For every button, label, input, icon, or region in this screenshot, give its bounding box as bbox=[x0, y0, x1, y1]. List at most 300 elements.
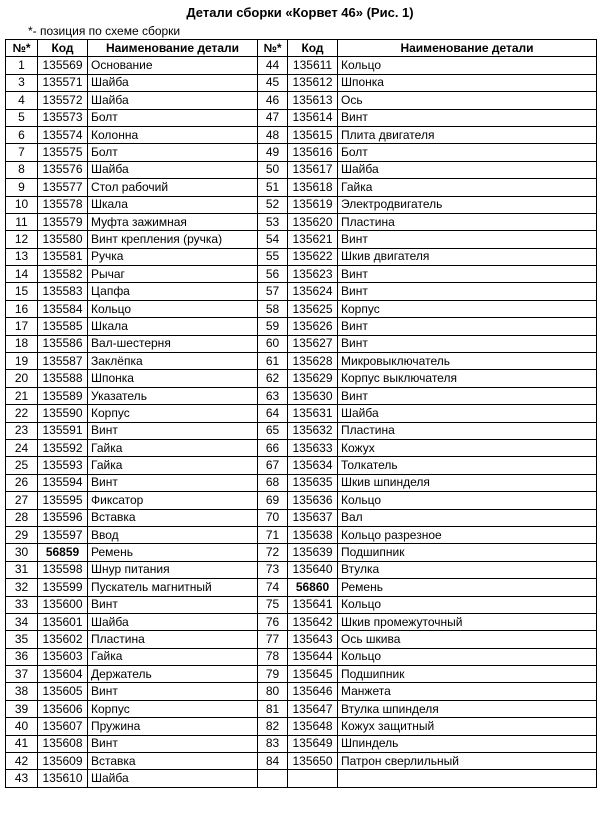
part-code-cell: 135591 bbox=[38, 422, 88, 439]
part-code-cell: 135597 bbox=[38, 526, 88, 543]
part-code-cell: 135647 bbox=[288, 700, 338, 717]
part-position-cell: 60 bbox=[258, 335, 288, 352]
header-code: Код bbox=[38, 40, 88, 57]
part-position-cell: 34 bbox=[6, 613, 38, 630]
part-name-cell: Шайба bbox=[88, 613, 258, 630]
part-code-cell: 135574 bbox=[38, 126, 88, 143]
part-name-cell: Корпус bbox=[88, 405, 258, 422]
part-code-cell: 135594 bbox=[38, 474, 88, 491]
part-code-cell: 135596 bbox=[38, 509, 88, 526]
part-name-cell: Ввод bbox=[88, 526, 258, 543]
part-code-cell: 135572 bbox=[38, 92, 88, 109]
table-row bbox=[6, 266, 597, 283]
part-code-cell: 135637 bbox=[288, 509, 338, 526]
part-position-cell: 54 bbox=[258, 231, 288, 248]
part-name-cell: Винт bbox=[88, 474, 258, 491]
part-name-cell: Шайба bbox=[338, 161, 597, 178]
part-name-cell: Ремень bbox=[338, 579, 597, 596]
part-name-cell: Винт bbox=[338, 387, 597, 404]
part-code-cell: 135580 bbox=[38, 231, 88, 248]
part-code-cell: 135590 bbox=[38, 405, 88, 422]
part-code-cell: 135640 bbox=[288, 561, 338, 578]
part-position-cell: 59 bbox=[258, 318, 288, 335]
part-name-cell: Кожух bbox=[338, 439, 597, 456]
table-row bbox=[6, 318, 597, 335]
part-code-cell: 135639 bbox=[288, 544, 338, 561]
part-name-cell: Винт bbox=[338, 109, 597, 126]
part-name-cell: Муфта зажимная bbox=[88, 213, 258, 230]
part-name-cell: Кольцо разрезное bbox=[338, 526, 597, 543]
table-row bbox=[6, 248, 597, 265]
part-position-cell: 47 bbox=[258, 109, 288, 126]
part-code-cell bbox=[288, 770, 338, 787]
part-position-cell: 78 bbox=[258, 648, 288, 665]
part-position-cell: 67 bbox=[258, 457, 288, 474]
part-name-cell: Винт крепления (ручка) bbox=[88, 231, 258, 248]
part-code-cell: 135604 bbox=[38, 666, 88, 683]
part-position-cell: 12 bbox=[6, 231, 38, 248]
part-position-cell: 68 bbox=[258, 474, 288, 491]
part-code-cell: 135644 bbox=[288, 648, 338, 665]
part-name-cell: Микровыключатель bbox=[338, 353, 597, 370]
table-row bbox=[6, 439, 597, 456]
table-row bbox=[6, 370, 597, 387]
part-position-cell: 21 bbox=[6, 387, 38, 404]
part-name-cell: Подшипник bbox=[338, 544, 597, 561]
header-num: №* bbox=[258, 40, 288, 57]
part-code-cell: 135623 bbox=[288, 266, 338, 283]
part-position-cell: 8 bbox=[6, 161, 38, 178]
part-name-cell: Винт bbox=[88, 683, 258, 700]
part-position-cell: 80 bbox=[258, 683, 288, 700]
part-position-cell: 46 bbox=[258, 92, 288, 109]
part-code-cell: 135571 bbox=[38, 74, 88, 91]
part-name-cell: Указатель bbox=[88, 387, 258, 404]
part-name-cell: Шпиндель bbox=[338, 735, 597, 752]
part-name-cell: Пружина bbox=[88, 718, 258, 735]
part-name-cell: Гайка bbox=[88, 648, 258, 665]
part-code-cell: 135620 bbox=[288, 213, 338, 230]
part-position-cell: 9 bbox=[6, 179, 38, 196]
table-row bbox=[6, 405, 597, 422]
part-position-cell: 41 bbox=[6, 735, 38, 752]
part-code-cell: 135575 bbox=[38, 144, 88, 161]
part-code-cell: 135631 bbox=[288, 405, 338, 422]
part-code-cell: 135642 bbox=[288, 613, 338, 630]
table-row bbox=[6, 613, 597, 630]
table-row bbox=[6, 631, 597, 648]
part-position-cell: 76 bbox=[258, 613, 288, 630]
table-row bbox=[6, 770, 597, 787]
part-name-cell: Фиксатор bbox=[88, 492, 258, 509]
part-position-cell: 53 bbox=[258, 213, 288, 230]
table-row bbox=[6, 474, 597, 491]
part-name-cell: Болт bbox=[88, 144, 258, 161]
part-code-cell: 135621 bbox=[288, 231, 338, 248]
part-code-cell: 135636 bbox=[288, 492, 338, 509]
table-row bbox=[6, 231, 597, 248]
part-position-cell: 64 bbox=[258, 405, 288, 422]
part-code-cell: 135635 bbox=[288, 474, 338, 491]
table-row bbox=[6, 422, 597, 439]
part-code-cell: 135598 bbox=[38, 561, 88, 578]
part-name-cell: Корпус bbox=[338, 300, 597, 317]
part-code-cell: 135602 bbox=[38, 631, 88, 648]
part-name-cell: Винт bbox=[88, 422, 258, 439]
part-name-cell: Винт bbox=[338, 231, 597, 248]
part-position-cell: 43 bbox=[6, 770, 38, 787]
table-row bbox=[6, 700, 597, 717]
part-name-cell: Ось шкива bbox=[338, 631, 597, 648]
header-code: Код bbox=[288, 40, 338, 57]
part-position-cell: 25 bbox=[6, 457, 38, 474]
part-position-cell: 75 bbox=[258, 596, 288, 613]
part-name-cell: Патрон сверлильный bbox=[338, 753, 597, 770]
part-name-cell: Втулка шпинделя bbox=[338, 700, 597, 717]
part-position-cell: 84 bbox=[258, 753, 288, 770]
part-position-cell: 39 bbox=[6, 700, 38, 717]
part-position-cell: 33 bbox=[6, 596, 38, 613]
part-code-cell: 135595 bbox=[38, 492, 88, 509]
part-position-cell: 31 bbox=[6, 561, 38, 578]
header-row bbox=[6, 40, 597, 57]
part-position-cell: 17 bbox=[6, 318, 38, 335]
part-position-cell: 35 bbox=[6, 631, 38, 648]
part-position-cell: 13 bbox=[6, 248, 38, 265]
part-name-cell: Кольцо bbox=[338, 57, 597, 74]
part-position-cell: 20 bbox=[6, 370, 38, 387]
part-position-cell: 72 bbox=[258, 544, 288, 561]
part-name-cell: Шайба bbox=[88, 161, 258, 178]
part-code-cell: 135612 bbox=[288, 74, 338, 91]
table-row bbox=[6, 283, 597, 300]
part-name-cell: Ось bbox=[338, 92, 597, 109]
part-code-cell: 135606 bbox=[38, 700, 88, 717]
table-row bbox=[6, 648, 597, 665]
part-code-cell: 135603 bbox=[38, 648, 88, 665]
part-position-cell: 61 bbox=[258, 353, 288, 370]
table-row bbox=[6, 179, 597, 196]
table-row bbox=[6, 109, 597, 126]
table-row bbox=[6, 387, 597, 404]
part-name-cell: Толкатель bbox=[338, 457, 597, 474]
part-position-cell: 36 bbox=[6, 648, 38, 665]
part-code-cell: 135622 bbox=[288, 248, 338, 265]
part-position-cell: 38 bbox=[6, 683, 38, 700]
part-name-cell: Болт bbox=[88, 109, 258, 126]
part-code-cell: 135633 bbox=[288, 439, 338, 456]
part-position-cell: 79 bbox=[258, 666, 288, 683]
footnote: *- позиция по схеме сборки bbox=[28, 24, 181, 38]
part-code-cell: 135609 bbox=[38, 753, 88, 770]
table-row bbox=[6, 335, 597, 352]
part-name-cell: Стол рабочий bbox=[88, 179, 258, 196]
header-name: Наименование детали bbox=[88, 40, 258, 57]
table-row bbox=[6, 526, 597, 543]
part-name-cell: Кольцо bbox=[338, 492, 597, 509]
part-position-cell: 19 bbox=[6, 353, 38, 370]
part-position-cell: 27 bbox=[6, 492, 38, 509]
part-name-cell: Ремень bbox=[88, 544, 258, 561]
part-position-cell: 66 bbox=[258, 439, 288, 456]
part-code-cell: 135579 bbox=[38, 213, 88, 230]
part-code-cell: 135599 bbox=[38, 579, 88, 596]
part-code-cell: 135641 bbox=[288, 596, 338, 613]
part-position-cell: 81 bbox=[258, 700, 288, 717]
table-row bbox=[6, 300, 597, 317]
part-name-cell: Колонна bbox=[88, 126, 258, 143]
table-row bbox=[6, 213, 597, 230]
part-code-cell: 135613 bbox=[288, 92, 338, 109]
part-code-cell: 56860 bbox=[288, 579, 338, 596]
part-name-cell: Втулка bbox=[338, 561, 597, 578]
part-code-cell: 135645 bbox=[288, 666, 338, 683]
part-name-cell: Гайка bbox=[88, 439, 258, 456]
part-name-cell: Кольцо bbox=[338, 648, 597, 665]
part-code-cell: 135577 bbox=[38, 179, 88, 196]
part-code-cell: 135617 bbox=[288, 161, 338, 178]
part-name-cell: Шпонка bbox=[88, 370, 258, 387]
part-position-cell: 70 bbox=[258, 509, 288, 526]
table-row bbox=[6, 457, 597, 474]
part-position-cell: 82 bbox=[258, 718, 288, 735]
part-position-cell: 77 bbox=[258, 631, 288, 648]
part-code-cell: 135614 bbox=[288, 109, 338, 126]
part-position-cell: 18 bbox=[6, 335, 38, 352]
part-position-cell: 29 bbox=[6, 526, 38, 543]
document-title: Детали сборки «Корвет 46» (Рис. 1) bbox=[186, 5, 414, 20]
part-name-cell: Пластина bbox=[88, 631, 258, 648]
table-row bbox=[6, 666, 597, 683]
part-code-cell: 135615 bbox=[288, 126, 338, 143]
table-row bbox=[6, 353, 597, 370]
part-code-cell: 135624 bbox=[288, 283, 338, 300]
part-code-cell: 135648 bbox=[288, 718, 338, 735]
table-row bbox=[6, 683, 597, 700]
part-code-cell: 135628 bbox=[288, 353, 338, 370]
part-position-cell: 50 bbox=[258, 161, 288, 178]
part-name-cell: Шнур питания bbox=[88, 561, 258, 578]
table-row bbox=[6, 579, 597, 596]
part-position-cell: 45 bbox=[258, 74, 288, 91]
part-name-cell: Шкив двигателя bbox=[338, 248, 597, 265]
parts-body bbox=[6, 57, 597, 787]
part-position-cell: 1 bbox=[6, 57, 38, 74]
part-name-cell: Вал bbox=[338, 509, 597, 526]
part-position-cell: 4 bbox=[6, 92, 38, 109]
part-code-cell: 135576 bbox=[38, 161, 88, 178]
part-code-cell: 56859 bbox=[38, 544, 88, 561]
part-name-cell: Кольцо bbox=[88, 300, 258, 317]
part-position-cell: 49 bbox=[258, 144, 288, 161]
table-row bbox=[6, 544, 597, 561]
part-name-cell: Держатель bbox=[88, 666, 258, 683]
part-code-cell: 135601 bbox=[38, 613, 88, 630]
part-position-cell: 14 bbox=[6, 266, 38, 283]
part-code-cell: 135634 bbox=[288, 457, 338, 474]
part-position-cell: 42 bbox=[6, 753, 38, 770]
table-row bbox=[6, 561, 597, 578]
table-row bbox=[6, 596, 597, 613]
part-name-cell: Вставка bbox=[88, 753, 258, 770]
part-name-cell: Шайба bbox=[88, 770, 258, 787]
part-name-cell: Электродвигатель bbox=[338, 196, 597, 213]
table-row bbox=[6, 126, 597, 143]
part-name-cell: Манжета bbox=[338, 683, 597, 700]
part-code-cell: 135583 bbox=[38, 283, 88, 300]
part-code-cell: 135573 bbox=[38, 109, 88, 126]
part-position-cell: 83 bbox=[258, 735, 288, 752]
part-position-cell: 16 bbox=[6, 300, 38, 317]
part-name-cell: Пускатель магнитный bbox=[88, 579, 258, 596]
table-row bbox=[6, 74, 597, 91]
part-name-cell: Плита двигателя bbox=[338, 126, 597, 143]
part-position-cell: 63 bbox=[258, 387, 288, 404]
header-num: №* bbox=[6, 40, 38, 57]
part-code-cell: 135582 bbox=[38, 266, 88, 283]
part-code-cell: 135646 bbox=[288, 683, 338, 700]
table-row bbox=[6, 492, 597, 509]
part-position-cell: 37 bbox=[6, 666, 38, 683]
part-name-cell: Винт bbox=[88, 735, 258, 752]
part-code-cell: 135588 bbox=[38, 370, 88, 387]
table-row bbox=[6, 144, 597, 161]
part-name-cell bbox=[338, 770, 597, 787]
part-name-cell: Кожух защитный bbox=[338, 718, 597, 735]
part-position-cell: 65 bbox=[258, 422, 288, 439]
part-code-cell: 135593 bbox=[38, 457, 88, 474]
part-code-cell: 135581 bbox=[38, 248, 88, 265]
part-name-cell: Винт bbox=[338, 283, 597, 300]
part-code-cell: 135600 bbox=[38, 596, 88, 613]
part-position-cell: 23 bbox=[6, 422, 38, 439]
table-row bbox=[6, 92, 597, 109]
part-position-cell: 11 bbox=[6, 213, 38, 230]
part-name-cell: Шкив промежуточный bbox=[338, 613, 597, 630]
part-name-cell: Основание bbox=[88, 57, 258, 74]
part-position-cell: 62 bbox=[258, 370, 288, 387]
part-code-cell: 135619 bbox=[288, 196, 338, 213]
part-name-cell: Винт bbox=[338, 318, 597, 335]
part-code-cell: 135610 bbox=[38, 770, 88, 787]
header-name: Наименование детали bbox=[338, 40, 597, 57]
part-name-cell: Пластина bbox=[338, 213, 597, 230]
part-position-cell: 15 bbox=[6, 283, 38, 300]
part-code-cell: 135638 bbox=[288, 526, 338, 543]
part-position-cell: 71 bbox=[258, 526, 288, 543]
part-name-cell: Шпонка bbox=[338, 74, 597, 91]
part-name-cell: Ручка bbox=[88, 248, 258, 265]
part-code-cell: 135585 bbox=[38, 318, 88, 335]
part-name-cell: Вал-шестерня bbox=[88, 335, 258, 352]
part-code-cell: 135625 bbox=[288, 300, 338, 317]
part-position-cell: 48 bbox=[258, 126, 288, 143]
table-row bbox=[6, 718, 597, 735]
part-position-cell: 7 bbox=[6, 144, 38, 161]
part-position-cell: 24 bbox=[6, 439, 38, 456]
table-row bbox=[6, 509, 597, 526]
part-position-cell: 5 bbox=[6, 109, 38, 126]
part-code-cell: 135578 bbox=[38, 196, 88, 213]
part-code-cell: 135650 bbox=[288, 753, 338, 770]
part-name-cell: Шайба bbox=[88, 74, 258, 91]
part-name-cell: Шкала bbox=[88, 196, 258, 213]
part-code-cell: 135626 bbox=[288, 318, 338, 335]
part-position-cell: 32 bbox=[6, 579, 38, 596]
part-name-cell: Корпус выключателя bbox=[338, 370, 597, 387]
table-row bbox=[6, 161, 597, 178]
part-code-cell: 135627 bbox=[288, 335, 338, 352]
part-code-cell: 135586 bbox=[38, 335, 88, 352]
part-position-cell: 30 bbox=[6, 544, 38, 561]
part-code-cell: 135611 bbox=[288, 57, 338, 74]
part-code-cell: 135629 bbox=[288, 370, 338, 387]
part-name-cell: Болт bbox=[338, 144, 597, 161]
part-code-cell: 135587 bbox=[38, 353, 88, 370]
part-name-cell: Кольцо bbox=[338, 596, 597, 613]
part-position-cell: 56 bbox=[258, 266, 288, 283]
part-name-cell: Гайка bbox=[338, 179, 597, 196]
part-name-cell: Винт bbox=[338, 335, 597, 352]
part-position-cell: 26 bbox=[6, 474, 38, 491]
part-position-cell: 28 bbox=[6, 509, 38, 526]
part-position-cell bbox=[258, 770, 288, 787]
part-position-cell: 58 bbox=[258, 300, 288, 317]
part-code-cell: 135643 bbox=[288, 631, 338, 648]
part-code-cell: 135632 bbox=[288, 422, 338, 439]
part-name-cell: Рычаг bbox=[88, 266, 258, 283]
part-name-cell: Шкала bbox=[88, 318, 258, 335]
table-row bbox=[6, 753, 597, 770]
part-position-cell: 52 bbox=[258, 196, 288, 213]
part-code-cell: 135618 bbox=[288, 179, 338, 196]
part-position-cell: 44 bbox=[258, 57, 288, 74]
part-code-cell: 135592 bbox=[38, 439, 88, 456]
part-position-cell: 74 bbox=[258, 579, 288, 596]
part-name-cell: Гайка bbox=[88, 457, 258, 474]
part-name-cell: Шайба bbox=[88, 92, 258, 109]
part-position-cell: 22 bbox=[6, 405, 38, 422]
part-position-cell: 73 bbox=[258, 561, 288, 578]
part-name-cell: Цапфа bbox=[88, 283, 258, 300]
part-position-cell: 57 bbox=[258, 283, 288, 300]
part-code-cell: 135589 bbox=[38, 387, 88, 404]
part-code-cell: 135605 bbox=[38, 683, 88, 700]
part-code-cell: 135649 bbox=[288, 735, 338, 752]
part-code-cell: 135630 bbox=[288, 387, 338, 404]
table-row bbox=[6, 57, 597, 74]
part-name-cell: Шкив шпинделя bbox=[338, 474, 597, 491]
part-code-cell: 135584 bbox=[38, 300, 88, 317]
parts-table bbox=[5, 39, 597, 788]
part-position-cell: 10 bbox=[6, 196, 38, 213]
part-position-cell: 3 bbox=[6, 74, 38, 91]
part-name-cell: Корпус bbox=[88, 700, 258, 717]
part-name-cell: Подшипник bbox=[338, 666, 597, 683]
part-code-cell: 135616 bbox=[288, 144, 338, 161]
part-code-cell: 135569 bbox=[38, 57, 88, 74]
table-row bbox=[6, 196, 597, 213]
part-code-cell: 135608 bbox=[38, 735, 88, 752]
part-position-cell: 69 bbox=[258, 492, 288, 509]
part-position-cell: 51 bbox=[258, 179, 288, 196]
part-name-cell: Винт bbox=[88, 596, 258, 613]
part-position-cell: 55 bbox=[258, 248, 288, 265]
part-position-cell: 40 bbox=[6, 718, 38, 735]
part-name-cell: Пластина bbox=[338, 422, 597, 439]
part-name-cell: Заклёпка bbox=[88, 353, 258, 370]
table-row bbox=[6, 735, 597, 752]
